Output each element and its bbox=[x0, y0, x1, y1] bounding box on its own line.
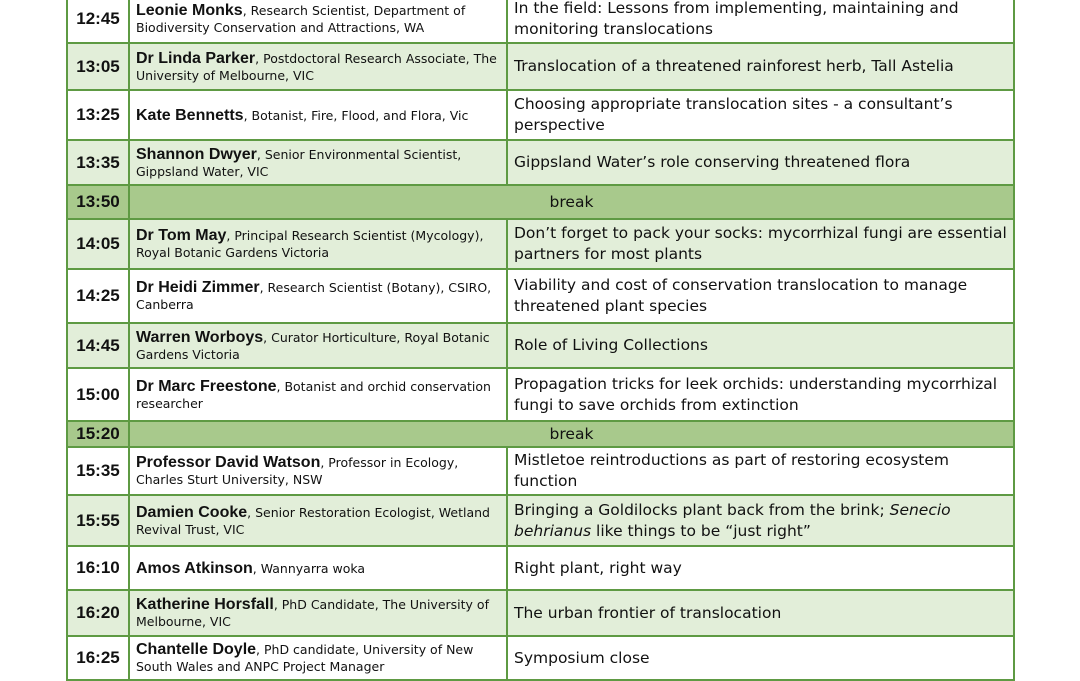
speaker-affiliation: , PhD candidate, University of New South Wales and ANPC Project Manager bbox=[136, 642, 474, 674]
session-row bbox=[67, 447, 1014, 495]
talk-title: The urban frontier of translocation bbox=[507, 590, 1014, 636]
schedule-table bbox=[66, 0, 1015, 681]
speaker-cell bbox=[129, 90, 507, 140]
session-time: 14:25 bbox=[67, 269, 129, 323]
break-label: break bbox=[129, 421, 1014, 447]
speaker-affiliation: , Research Scientist, Department of Biodiversity Conservation and Attractions, WA bbox=[136, 3, 466, 35]
session-time: 15:00 bbox=[67, 368, 129, 421]
session-time: 13:50 bbox=[67, 185, 129, 219]
talk-title bbox=[507, 495, 1014, 546]
speaker-affiliation: , Botanist and orchid conservation researcher bbox=[136, 378, 491, 411]
speaker-cell bbox=[129, 0, 507, 43]
speaker-cell bbox=[129, 495, 507, 546]
session-row bbox=[67, 90, 1014, 140]
break-row bbox=[67, 421, 1014, 447]
session-time: 13:25 bbox=[67, 90, 129, 140]
session-row bbox=[67, 323, 1014, 368]
speaker-name: Shannon Dwyer bbox=[136, 145, 257, 163]
speaker-affiliation: , Curator Horticulture, Royal Botanic Gardens Victoria bbox=[136, 329, 490, 362]
speaker-name: Amos Atkinson bbox=[136, 559, 253, 577]
session-time: 13:05 bbox=[67, 43, 129, 90]
session-row bbox=[67, 269, 1014, 323]
session-time: 14:45 bbox=[67, 323, 129, 368]
session-row bbox=[67, 636, 1014, 680]
speaker-cell bbox=[129, 590, 507, 636]
talk-title: Right plant, right way bbox=[507, 546, 1014, 590]
session-time: 14:05 bbox=[67, 219, 129, 269]
session-row bbox=[67, 546, 1014, 590]
session-row bbox=[67, 43, 1014, 90]
speaker-name: Kate Bennetts bbox=[136, 106, 244, 124]
talk-title: Gippsland Water’s role conserving threatened flora bbox=[507, 140, 1014, 185]
speaker-cell bbox=[129, 323, 507, 368]
speaker-cell bbox=[129, 269, 507, 323]
speaker-affiliation: , Principal Research Scientist (Mycology), Royal Botanic Gardens Victoria bbox=[136, 228, 484, 260]
speaker-cell bbox=[129, 219, 507, 269]
session-row bbox=[67, 219, 1014, 269]
talk-title: In the field: Lessons from implementing, maintaining and monitoring translocations bbox=[507, 0, 1014, 43]
talk-title: Viability and cost of conservation translocation to manage threatened plant species bbox=[507, 269, 1014, 323]
speaker-cell bbox=[129, 368, 507, 421]
break-label: break bbox=[129, 185, 1014, 219]
session-time: 16:20 bbox=[67, 590, 129, 636]
speaker-cell bbox=[129, 447, 507, 495]
session-time: 16:25 bbox=[67, 636, 129, 680]
speaker-affiliation: , Research Scientist (Botany), CSIRO, Canberra bbox=[136, 280, 492, 312]
talk-title-text: like things to be “just right” bbox=[591, 521, 811, 540]
session-row bbox=[67, 368, 1014, 421]
talk-title: Role of Living Collections bbox=[507, 323, 1014, 368]
speaker-cell bbox=[129, 140, 507, 185]
talk-title: Choosing appropriate translocation sites - a consultant’s perspective bbox=[507, 90, 1014, 140]
session-time: 15:35 bbox=[67, 447, 129, 495]
session-row bbox=[67, 140, 1014, 185]
speaker-affiliation: , Wannyarra woka bbox=[252, 560, 366, 576]
session-time: 16:10 bbox=[67, 546, 129, 590]
speaker-name: Dr Heidi Zimmer bbox=[136, 279, 260, 296]
speaker-name: Professor David Watson bbox=[136, 454, 321, 471]
session-time: 13:35 bbox=[67, 140, 129, 185]
session-row bbox=[67, 0, 1014, 43]
break-row bbox=[67, 185, 1014, 219]
talk-title: Propagation tricks for leek orchids: understanding mycorrhizal fungi to save orchids from extinction bbox=[507, 368, 1014, 421]
talk-title-text: Bringing a Goldilocks plant back from the brink; bbox=[514, 500, 890, 519]
speaker-cell bbox=[129, 546, 507, 590]
speaker-name: Dr Marc Freestone bbox=[136, 377, 277, 395]
speaker-affiliation: , PhD Candidate, The University of Melbourne, VIC bbox=[136, 597, 489, 629]
speaker-cell bbox=[129, 43, 507, 90]
session-time: 15:55 bbox=[67, 495, 129, 546]
speaker-affiliation: , Professor in Ecology, Charles Sturt University, NSW bbox=[136, 455, 459, 487]
speaker-cell bbox=[129, 636, 507, 680]
speaker-affiliation: , Senior Restoration Ecologist, Wetland Revival Trust, VIC bbox=[136, 504, 490, 537]
session-row bbox=[67, 495, 1014, 546]
speaker-name: Dr Tom May bbox=[136, 227, 227, 244]
speaker-name: Damien Cooke bbox=[136, 503, 248, 521]
session-row bbox=[67, 590, 1014, 636]
speaker-name: Leonie Monks bbox=[136, 2, 243, 19]
speaker-name: Dr Linda Parker bbox=[136, 49, 256, 67]
speaker-affiliation: , Botanist, Fire, Flood, and Flora, Vic bbox=[243, 107, 469, 123]
session-time: 12:45 bbox=[67, 0, 129, 43]
speaker-affiliation: , Senior Environmental Scientist, Gippsland Water, VIC bbox=[136, 146, 462, 179]
species-name: Senecio behrianus bbox=[514, 500, 951, 540]
speaker-name: Warren Worboys bbox=[136, 328, 264, 346]
speaker-name: Chantelle Doyle bbox=[136, 641, 257, 658]
speaker-affiliation: , Postdoctoral Research Associate, The University of Melbourne, VIC bbox=[136, 50, 497, 83]
talk-title: Symposium close bbox=[507, 636, 1014, 680]
talk-title: Translocation of a threatened rainforest herb, Tall Astelia bbox=[507, 43, 1014, 90]
talk-title: Mistletoe reintroductions as part of restoring ecosystem function bbox=[507, 447, 1014, 495]
speaker-name: Katherine Horsfall bbox=[136, 596, 274, 613]
talk-title: Don’t forget to pack your socks: mycorrhizal fungi are essential partners for most plants bbox=[507, 219, 1014, 269]
session-time: 15:20 bbox=[67, 421, 129, 447]
